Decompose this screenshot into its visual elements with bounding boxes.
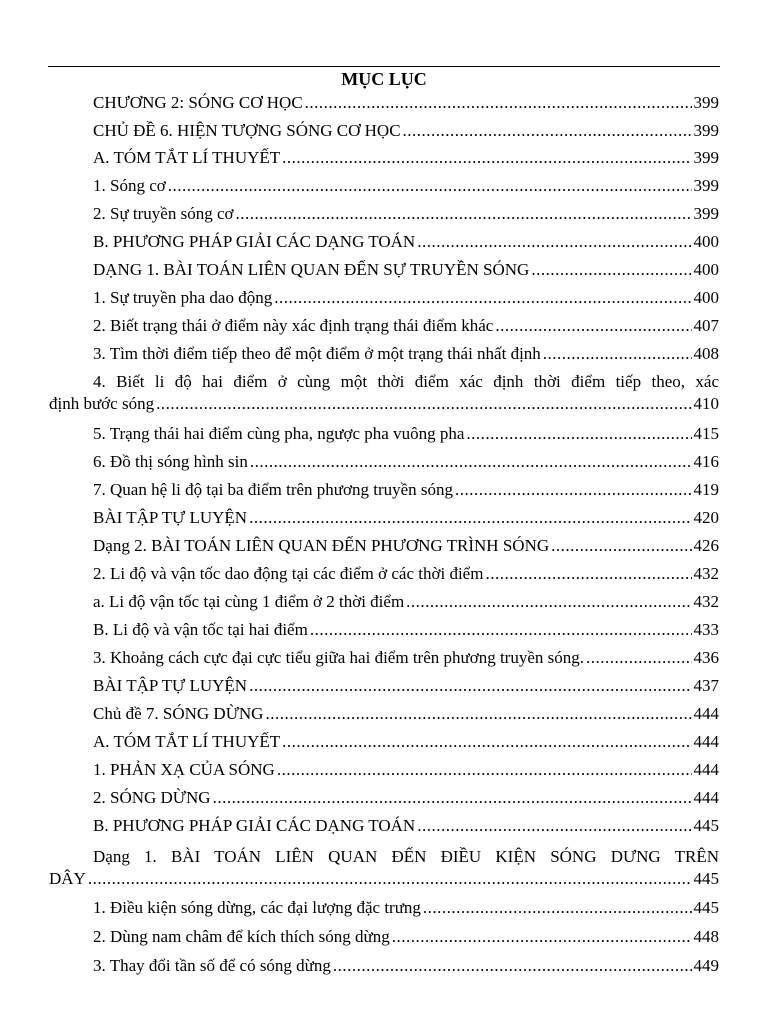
toc-title: MỤC LỤC [341,69,427,89]
toc-entry[interactable] [93,619,719,641]
toc-entry-text: 3. Khoảng cách cực đại cực tiểu giữa hai điểm trên phương truyền sóng. [93,648,584,667]
toc-entry-page: 400 [693,260,719,279]
toc-entry[interactable] [93,231,719,253]
toc-entry-text: 1. PHẢN XẠ CỦA SÓNG [93,760,275,779]
toc-entry-page: 399 [693,93,719,112]
toc-entry[interactable] [93,259,719,281]
toc-entry-text: A. TÓM TẮT LÍ THUYẾT [93,148,281,167]
toc-entry-page: 445 [693,869,719,888]
toc-entry[interactable] [93,120,719,142]
dot-leader [406,591,691,613]
toc-entry-page: 400 [693,232,719,251]
dot-leader [543,343,692,365]
toc-entry[interactable] [93,343,719,365]
dot-leader [333,955,692,977]
toc-entry-page: 444 [693,760,719,779]
toc-entry[interactable] [93,897,719,919]
toc-entry-page: 432 [693,564,719,583]
toc-entry-text: 2. Biết trạng thái ở điểm này xác định trạng thái điểm khác [93,316,494,335]
toc-entry-page: 399 [693,121,719,140]
dot-leader [156,393,691,415]
toc-entry-text: 5. Trạng thái hai điểm cùng pha, ngược pha vuông pha [93,424,465,443]
toc-entry-page: 399 [693,176,719,195]
toc-entry-page: 407 [693,316,719,335]
dot-leader [305,92,692,114]
toc-entry[interactable] [93,147,719,169]
toc-entry[interactable] [93,479,719,501]
toc-entry-page: 436 [693,648,719,667]
toc-entry[interactable] [93,675,719,697]
toc-entry-page: 399 [693,148,719,167]
dot-leader [586,647,692,669]
dot-leader [417,231,691,253]
toc-entry[interactable] [93,315,719,337]
dot-leader [249,675,691,697]
toc-entry-text: 7. Quan hệ li độ tại ba điểm trên phương truyền sóng [93,480,454,499]
dot-leader [88,868,692,890]
toc-entry[interactable] [93,287,719,309]
toc-entry-text: a. Li độ vận tốc tại cùng 1 điểm ở 2 thời điểm [93,592,405,611]
toc-entry-text: CHƯƠNG 2: SÓNG CƠ HỌC [93,93,303,112]
toc-entry-text: 2. SÓNG DỪNG [93,788,211,807]
toc-entry-text: 2. Li độ và vận tốc dao động tại các điểm ở các thời điểm [93,564,484,583]
toc-entry-text: 1. Điều kiện sóng dừng, các đại lượng đặc trưng [93,898,421,917]
dot-leader [265,703,691,725]
toc-entry[interactable] [93,787,719,809]
toc-entry[interactable] [93,647,719,669]
toc-entry-text: B. PHƯƠNG PHÁP GIẢI CÁC DẠNG TOÁN [93,816,416,835]
toc-entry[interactable] [93,591,719,613]
toc-entry[interactable] [93,92,719,114]
toc-entry-text: DÂY [49,869,86,888]
dot-leader [274,287,691,309]
dot-leader [417,815,691,837]
dot-leader [282,147,691,169]
dot-leader [249,507,691,529]
dot-leader [392,926,692,948]
toc-entry-page: 416 [693,452,719,471]
dot-leader [310,619,692,641]
toc-entry-text: CHỦ ĐỀ 6. HIỆN TƯỢNG SÓNG CƠ HỌC [93,121,401,140]
toc-entry[interactable] [93,703,719,725]
toc-entry-text: Chủ đề 7. SÓNG DỪNG [93,704,264,723]
toc-entry-text: 3. Tìm thời điểm tiếp theo để một điểm ở một trạng thái nhất định [93,344,541,363]
toc-entry-wrapped-line[interactable]: 4. Biết li độ hai điểm ở cùng một thời điểm xác định thời điểm tiếp theo, xác [93,372,719,391]
toc-entry-page: 432 [693,592,719,611]
toc-entry-page: 433 [693,620,719,639]
toc-entry-text: A. TÓM TẮT LÍ THUYẾT [93,732,281,751]
toc-entry-page: 444 [693,788,719,807]
toc-entry-page: 408 [693,344,719,363]
toc-entry-page: 415 [693,424,719,443]
toc-entry-text: 2. Dùng nam châm để kích thích sóng dừng [93,927,390,946]
toc-entry-page: 444 [693,704,719,723]
toc-entry[interactable] [93,203,719,225]
toc-entry-text: 2. Sự truyền sóng cơ [93,204,234,223]
dot-leader [213,787,692,809]
toc-entry-text: 1. Sóng cơ [93,176,166,195]
dot-leader [423,897,692,919]
toc-entry-page: 419 [693,480,719,499]
header-rule [48,66,720,67]
dot-leader [495,315,691,337]
dot-leader [485,563,691,585]
toc-entry-text: Dạng 2. BÀI TOÁN LIÊN QUAN ĐẾN PHƯƠNG TRÌNH SÓNG [93,536,550,555]
dot-leader [551,535,691,557]
toc-entry[interactable] [93,731,719,753]
toc-entry[interactable] [93,926,719,948]
toc-entry-text: B. PHƯƠNG PHÁP GIẢI CÁC DẠNG TOÁN [93,232,416,251]
toc-entry-text: DẠNG 1. BÀI TOÁN LIÊN QUAN ĐẾN SỰ TRUYỀN SÓNG [93,260,530,279]
toc-entry[interactable] [93,759,719,781]
toc-entry-text: BÀI TẬP TỰ LUYỆN [93,676,248,695]
dot-leader [236,203,692,225]
toc-entry[interactable] [93,423,719,445]
dot-leader [168,175,692,197]
dot-leader [455,479,691,501]
toc-entry-page: 426 [693,536,719,555]
toc-entry[interactable] [93,535,719,557]
dot-leader [250,451,692,473]
dot-leader [403,120,692,142]
dot-leader [466,423,691,445]
toc-entry[interactable] [49,393,719,415]
toc-entry-page: 420 [693,508,719,527]
toc-entry-text: BÀI TẬP TỰ LUYỆN [93,508,248,527]
toc-entry[interactable] [93,815,719,837]
toc-entry-page: 445 [693,816,719,835]
dot-leader [531,259,691,281]
toc-entry-page: 445 [693,898,719,917]
toc-entry-text: 1. Sự truyền pha dao động [93,288,273,307]
toc-entry[interactable] [93,175,719,197]
dot-leader [277,759,692,781]
toc-entry[interactable] [93,563,719,585]
toc-entry-page: 444 [693,732,719,751]
toc-entry-page: 437 [693,676,719,695]
toc-entry-page: 410 [693,394,719,413]
toc-entry-text: định bước sóng [49,394,155,413]
toc-entry-text: B. Li độ và vận tốc tại hai điểm [93,620,308,639]
toc-entry-page: 399 [693,204,719,223]
toc-entry[interactable] [93,955,719,977]
toc-entry-text: 6. Đồ thị sóng hình sin [93,452,248,471]
toc-entry-wrapped-line[interactable]: Dạng 1. BÀI TOÁN LIÊN QUAN ĐẾN ĐIỀU KIỆN SÓNG DƯNG TRÊN [93,847,719,866]
toc-entry[interactable] [93,507,719,529]
toc-entry-page: 449 [693,956,719,975]
toc-entry-page: 448 [693,927,719,946]
toc-entry-text: 3. Thay đổi tần số để có sóng dừng [93,956,331,975]
dot-leader [282,731,691,753]
toc-entry[interactable] [93,451,719,473]
toc-entry[interactable] [49,868,719,890]
toc-entry-page: 400 [693,288,719,307]
